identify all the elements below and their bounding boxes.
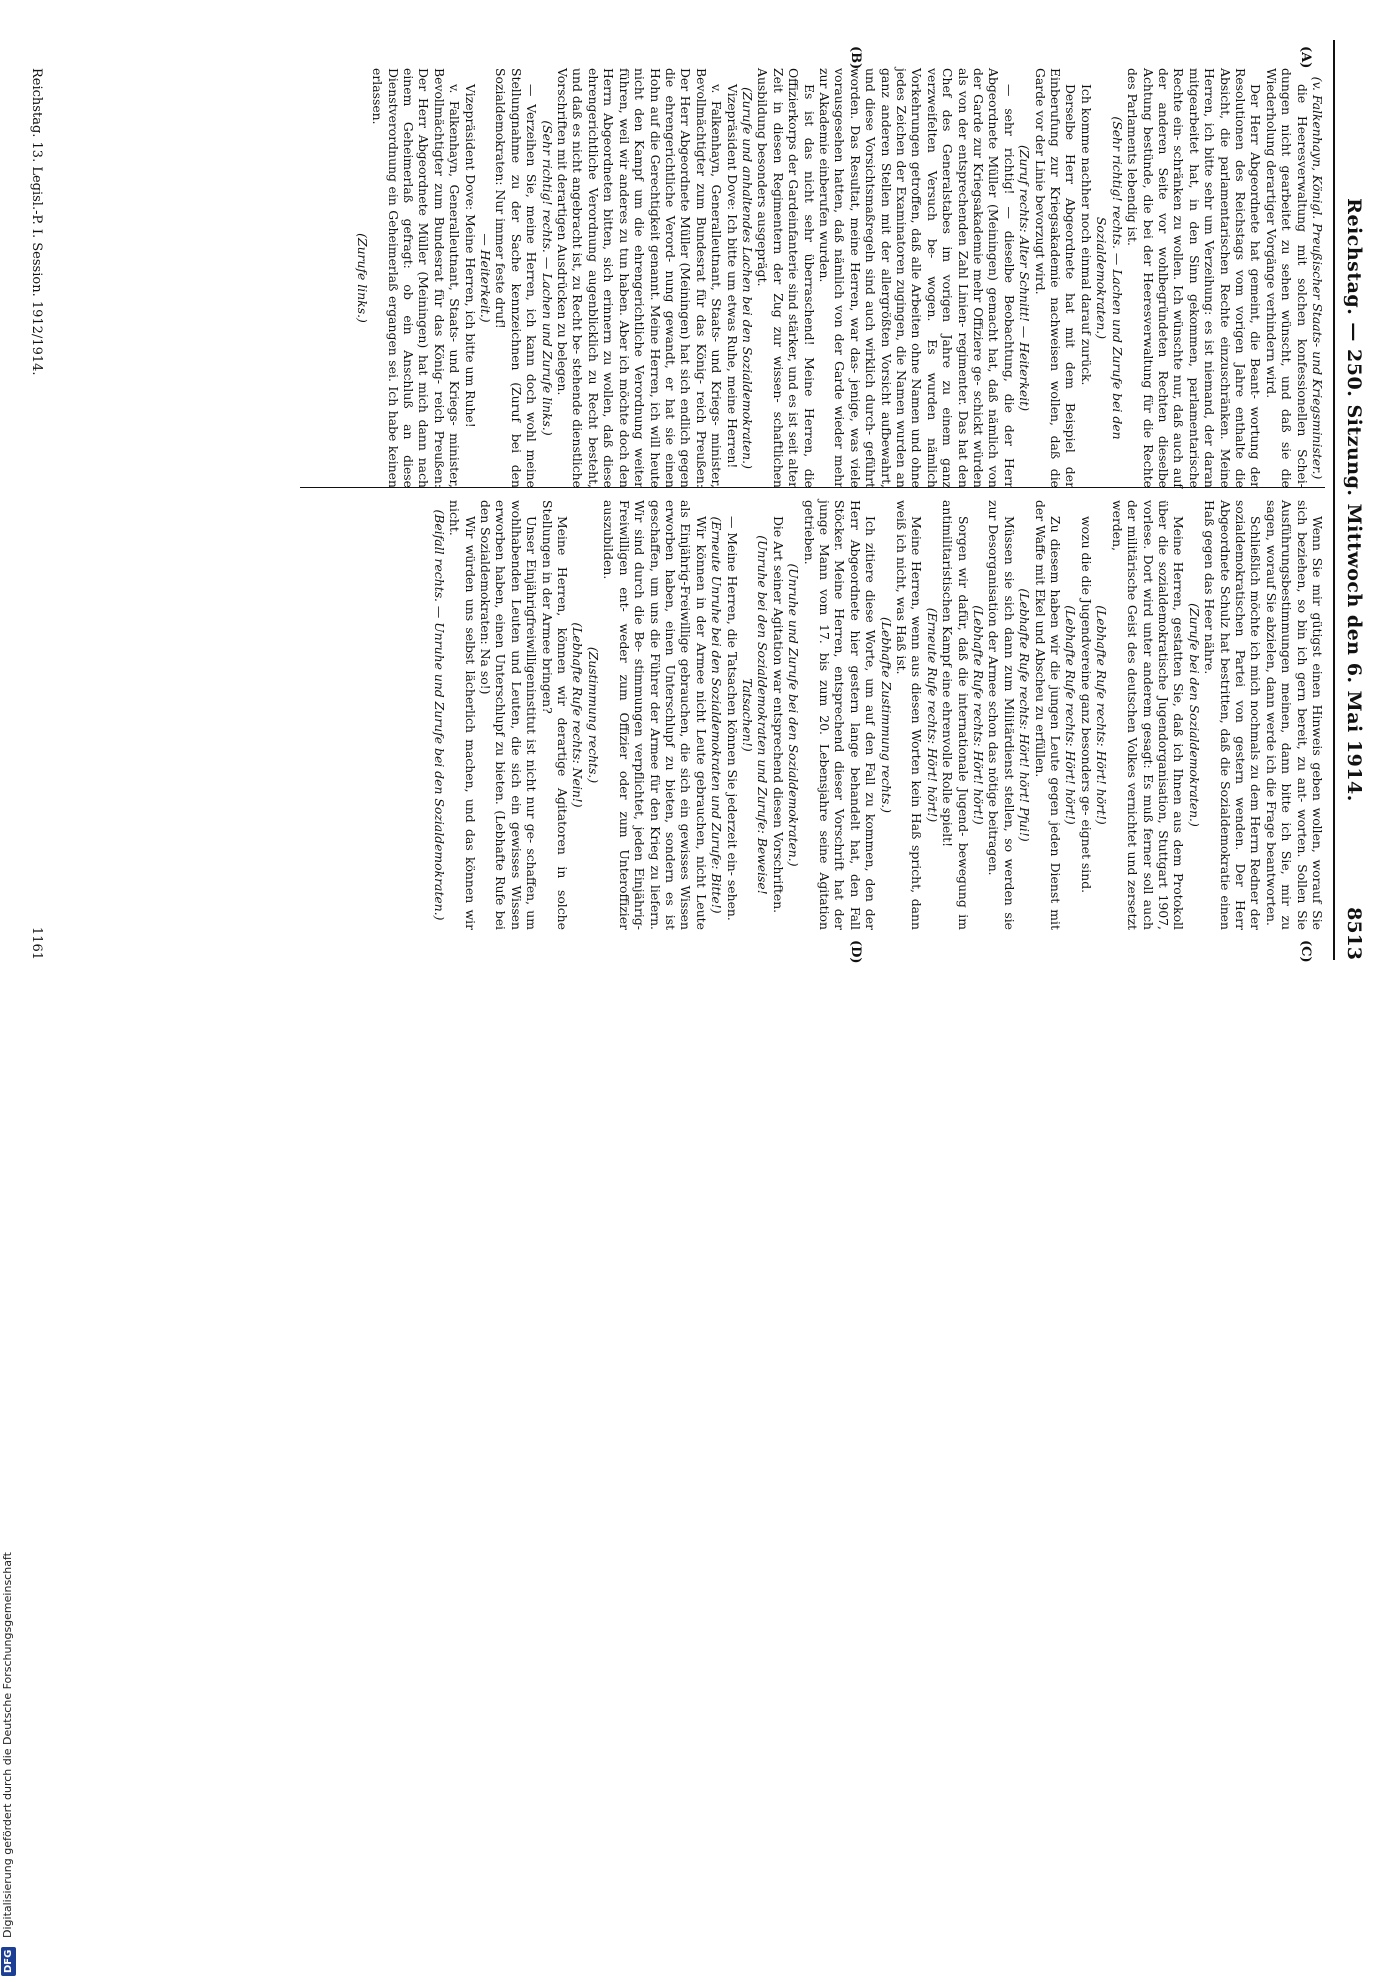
dfg-funding-note: Digitalisierung gefördert durch die Deutsche Forschungsgemeinschaft bbox=[1, 1552, 14, 1938]
page-footer bbox=[20, 68, 44, 960]
left-column-paragraph: Der Herr Abgeordnete hat gemeint, die Beant- wortung der Resolutionen des Reichstags vom vorigen Jahre enthalte die Absicht, die parlamentarischen Rechte einzuschränken. Meine Herren, ich bitte sehr um Verzeihung: es ist niemand, der daran mitgearbeitet hat, in den Sinn gekommen, parlamentarische Rechte ein- schränken zu wollen. Ich wünschte nur, daß auch auf der anderen Seite vor wohlbegründeten Rechten dieselbe Achtung bestünde, die bei der Heeresverwaltung für die Rechte des Parlaments lebendig ist. bbox=[1125, 68, 1264, 488]
left-column-paragraph: — Heiterkeit.) bbox=[478, 233, 494, 323]
right-column-paragraph: Meine Herren, wenn aus diesen Worten kein Haß spricht, dann weiß ich nicht, was Haß ist. bbox=[894, 500, 925, 930]
right-column bbox=[60, 500, 1325, 930]
right-column-paragraph: (Zustimmung rechts.) bbox=[585, 646, 601, 784]
right-column-paragraph: (Lebhafte Rufe rechts: Hört! hört! Pfui!) bbox=[1017, 588, 1033, 842]
margin-mark-c: (C) bbox=[1298, 940, 1313, 963]
right-column-paragraph: (Lebhafte Rufe rechts: Hört! hört!) bbox=[1063, 605, 1079, 825]
right-column-paragraph: Meine Herren, können wir derartige Agitatoren in solche Stellungen in der Armee bringen? bbox=[539, 500, 571, 930]
right-column-paragraph: (Erneute Unruhe bei den Sozialdemokraten und Zurufe: Bitte!) bbox=[709, 516, 725, 914]
right-column-paragraph: Zu diesem haben wir die jungen Leute gegen jeden Dienst mit der Waffe mit Ekel und Abscheu zu erfüllen. bbox=[1032, 500, 1064, 930]
right-column-paragraph: Schließlich möchte ich mich nochmals zu dem Herrn Redner der sozialdemokratischen Partei von gestern wenden. Der Herr Abgeordnete Schulz hat bestritten, daß die Sozialdemokratie einen Haß gegen das Heer nähre. bbox=[1202, 500, 1264, 930]
right-column-paragraph: Die Art seiner Agitation war entsprechend diesen Vorschriften. bbox=[770, 516, 786, 914]
dfg-logo: DFG bbox=[1, 1947, 16, 1976]
left-column-paragraph: — sehr richtig! — dieselbe Beobachtung, die der Herr Abgeordnete Müller (Meiningen) gemacht hat, daß nämlich von der Garde zur Kriegsakademie mehr Offiziere ge- schickt würden als von der entsprechenden Zahl Linien- regimenter. Das hat den Chef des Generalstabes im vorigen Jahre zu einem ganz verzweifelten Versuch be- wogen. Es wurden nämlich Vorkehrungen getroffen, daß alle Arbeiten ohne Namen und ohne jedes Zeichen der Examinatoren zugingen, die Namen wurden an ganz anderen Stellen mit der allergrößten Vorsicht aufbewahrt, und diese Vorsichtsmaßregeln sind auch wirklich durch- geführt worden. Das Resultat, meine Herren, war das- jenige, was viele vorausgesehen hatten, daß nämlich von der Garde wieder mehr zur Akademie einberufen wurden. bbox=[817, 68, 1017, 488]
left-column-paragraph: (Sehr richtig! rechts. — Lachen und Zurufe bei den Sozialdemokraten.) bbox=[1094, 116, 1125, 440]
left-column-paragraph: Vizepräsident Dove: Meine Herren, ich bitte um Ruhe! bbox=[462, 84, 478, 428]
right-column-paragraph: (Lebhafte Zustimmung rechts.) bbox=[878, 616, 894, 814]
right-column-paragraph: (Unruhe und Zurufe bei den Sozialdemokraten.) bbox=[786, 563, 802, 867]
left-column-paragraph: Vizepräsident Dove: Ich bitte um etwas Ruhe, meine Herren! bbox=[724, 84, 740, 469]
right-column-paragraph: (Unruhe bei den Sozialdemokraten und Zurufe: Beweise! Tatsachen!) bbox=[739, 535, 771, 895]
right-column-paragraph: (Lebhafte Rufe rechts: Hört! hört!) bbox=[1094, 605, 1110, 825]
right-column-paragraph: — Meine Herren, die Tatsachen können Sie jederzeit ein- sehen. bbox=[724, 516, 740, 921]
column-divider bbox=[300, 487, 1325, 488]
right-column-paragraph: wozu die die Jugendvereine ganz besonders ge- eignet sind. bbox=[1078, 516, 1094, 894]
right-column-paragraph: Sorgen wir dafür, daß die internationale Jugend- bewegung im antimilitaristischen Kampf eine ehrenvolle Rolle spielt! bbox=[940, 500, 971, 930]
page-number: 8513 bbox=[1343, 907, 1365, 960]
left-column-paragraph: (Zurufe links.) bbox=[354, 233, 370, 323]
left-column-paragraph: (Zuruf rechts: Alter Schnitt! — Heiterkeit) bbox=[1017, 144, 1033, 412]
page-header bbox=[1333, 40, 1369, 960]
left-column-paragraph: — Verzeihen Sie, meine Herren, ich kann doch wohl meine Stellungnahme zu der Sache kennzeichnen (Zuruf bei den Sozialdemokraten: Nur immer feste druf! bbox=[493, 68, 540, 488]
left-column-paragraph: v. Falkenhayn, Generalleutnant, Staats- und Kriegs- minister, Bevollmächtigter zum Bundesrat für das König- reich Preußen: Der Herr Abgeordnete Müller (Meiningen) hat mich dann nach einem Geheimerlaß gefragt: ob ein Anschluß an diese Dienstverordnung ein Geheimerlaß ergangen sei. Ich habe keinen erlassen. bbox=[370, 68, 463, 488]
footer-citation: Reichstag. 13. Legisl.-P. I. Session. 1912/1914. bbox=[29, 68, 44, 376]
right-column-paragraph: (Lebhafte Rufe rechts: Hört! hört!) bbox=[971, 605, 987, 825]
margin-mark-b: (B) bbox=[848, 46, 863, 70]
right-column-paragraph: (Beifall rechts. — Unruhe und Zurufe bei den Sozialdemokraten.) bbox=[431, 509, 447, 921]
left-column-paragraph: Derselbe Herr Abgeordnete hat mit dem Beispiel der Einberufung zur Kriegsakademie nachweisen wollen, daß die Garde vor der Linie bevorzugt wird. bbox=[1032, 68, 1079, 488]
right-column-paragraph: (Lebhafte Rufe rechts: Nein!) bbox=[570, 622, 586, 808]
left-column-paragraph: (Sehr richtig! rechts. — Lachen und Zurufe links.) bbox=[539, 120, 555, 436]
left-column-paragraph: (v. Falkenhayn, Königl. Preußischer Staats- und Kriegsminister.) bbox=[1310, 76, 1325, 480]
header-title: Reichstag. — 250. Sitzung. Mittwoch den 6. Mai 1914. bbox=[1343, 198, 1365, 802]
right-column-paragraph: Wenn Sie mir gütigst einen Hinweis geben wollen, worauf Sie sich beziehen, so bin ich gern bereit, zu ant- worten. Sollen Sie Ausführungsbestimmungen meinen, dann bitte ich Sie, mir zu sagen, worauf Sie abzielen, dann werde ich die Frage beantworten. bbox=[1263, 500, 1325, 930]
right-column-paragraph: (Erneute Rufe rechts: Hört! hört!) bbox=[924, 607, 940, 823]
left-column-paragraph: (Zurufe und anhaltendes Lachen bei den Sozialdemokraten.) bbox=[739, 87, 755, 469]
left-column-paragraph: die Heeresverwaltung mit solchen konfessionellen Schei- dungen nicht gearbeitet zu sehen wünscht, und daß sie die Wiederholung derartiger Vorgänge verhindern wird. bbox=[1263, 68, 1310, 488]
right-column-paragraph: Wir können in der Armee nicht Leute gebrauchen, nicht Leute als Einjährig-Freiwillige gebrauchen, die sich ein gewisses Wissen erworben haben, einen Unterschlupf zu bieten, sondern es ist geschaffen, um uns die Führer der Armee für den Krieg zu liefern. Wir sind durch die Be- stimmungen verpflichtet, jeden Einjährig-Freiwilligen ent- weder zum Offizier oder zum Unteroffizier auszubilden. bbox=[601, 500, 709, 930]
left-column bbox=[60, 68, 1325, 488]
right-column-paragraph: Müssen sie sich dann zum Militärdienst stellen, so werden sie zur Desorganisation der Armee schon das nötige beitragen. bbox=[986, 500, 1017, 930]
margin-mark-a: (A) bbox=[1298, 46, 1313, 69]
footer-page-number: 1161 bbox=[29, 926, 44, 960]
left-column-paragraph: v. Falkenhayn, Generalleutnant, Staats- und Kriegs- minister, Bevollmächtigter zum Bundesrat für das König- reich Preußen: Der Herr Abgeordnete Müller (Meiningen) hat sich endlich gegen die ehrengerichtliche Verord- nung gewandt, er hat sie einen Hohn auf die Gerechtigkeit genannt. Meine Herren, ich will heute nicht den Kampf um die ehrengerichtliche Verordnung weiter führen, weil wir anderes zu tun haben. Aber ich möchte doch den Herrn Abgeordneten bitten, sich erinnern zu wollen, daß diese ehrengerichtliche Verordnung augenblicklich zu Recht besteht, und daß es nicht angebracht ist, zu Recht be- stehende dienstliche Vorschriften mit derartigen Ausdrücken zu belegen. bbox=[555, 68, 725, 488]
right-column-paragraph: Ich zitiere diese Worte, um auf den Fall zu kommen, den der Herr Abgeordnete hier gestern lange behandelt hat, den Fall Stöcker. Meine Herren, entsprechend dieser Vorschrift hat der junge Mann vom 17. bis zum 20. Lebensjahre seine Agitation getrieben. bbox=[801, 500, 879, 930]
left-column-paragraph: Es ist das nicht sehr überraschend! Meine Herren, die Offizierkorps der Gardeinfanterie sind stärker, und es ist seit alter Zeit in diesen Regimentern der Zug zur wissen- schaftlichen Ausbildung besonders ausgeprägt. bbox=[755, 68, 817, 488]
right-column-paragraph: (Zurufe bei den Sozialdemokraten.) bbox=[1186, 603, 1202, 827]
right-column-paragraph: Wir würden uns selbst lächerlich machen, und das können wir nicht. bbox=[447, 500, 478, 930]
margin-mark-d: (D) bbox=[848, 940, 863, 964]
left-column-paragraph: Ich komme nachher noch einmal darauf zurück. bbox=[1078, 84, 1094, 386]
right-column-paragraph: Meine Herren, gestatten Sie, daß ich Ihnen aus dem Protokoll über die sozialdemokratische Jugendorganisation, Stuttgart 1907, vorlese. Dort wird unter anderem gesagt: Es muß ferner soll auch der militärische Geist des deutschen Volkes vernichtet und zersetzt werden, bbox=[1109, 500, 1187, 930]
dfg-sidenote bbox=[0, 982, 18, 1982]
right-column-paragraph: Unser Einjährigfreiwilligeninstitut ist nicht nur ge- schaffen, um wohlhabenden Leuten und Leuten, die sich ein gewisses Wissen erworben haben, einen Unterschlupf zu bieten. (Lebhafte Rufe bei den Sozialdemokraten: Na so!) bbox=[478, 500, 540, 930]
